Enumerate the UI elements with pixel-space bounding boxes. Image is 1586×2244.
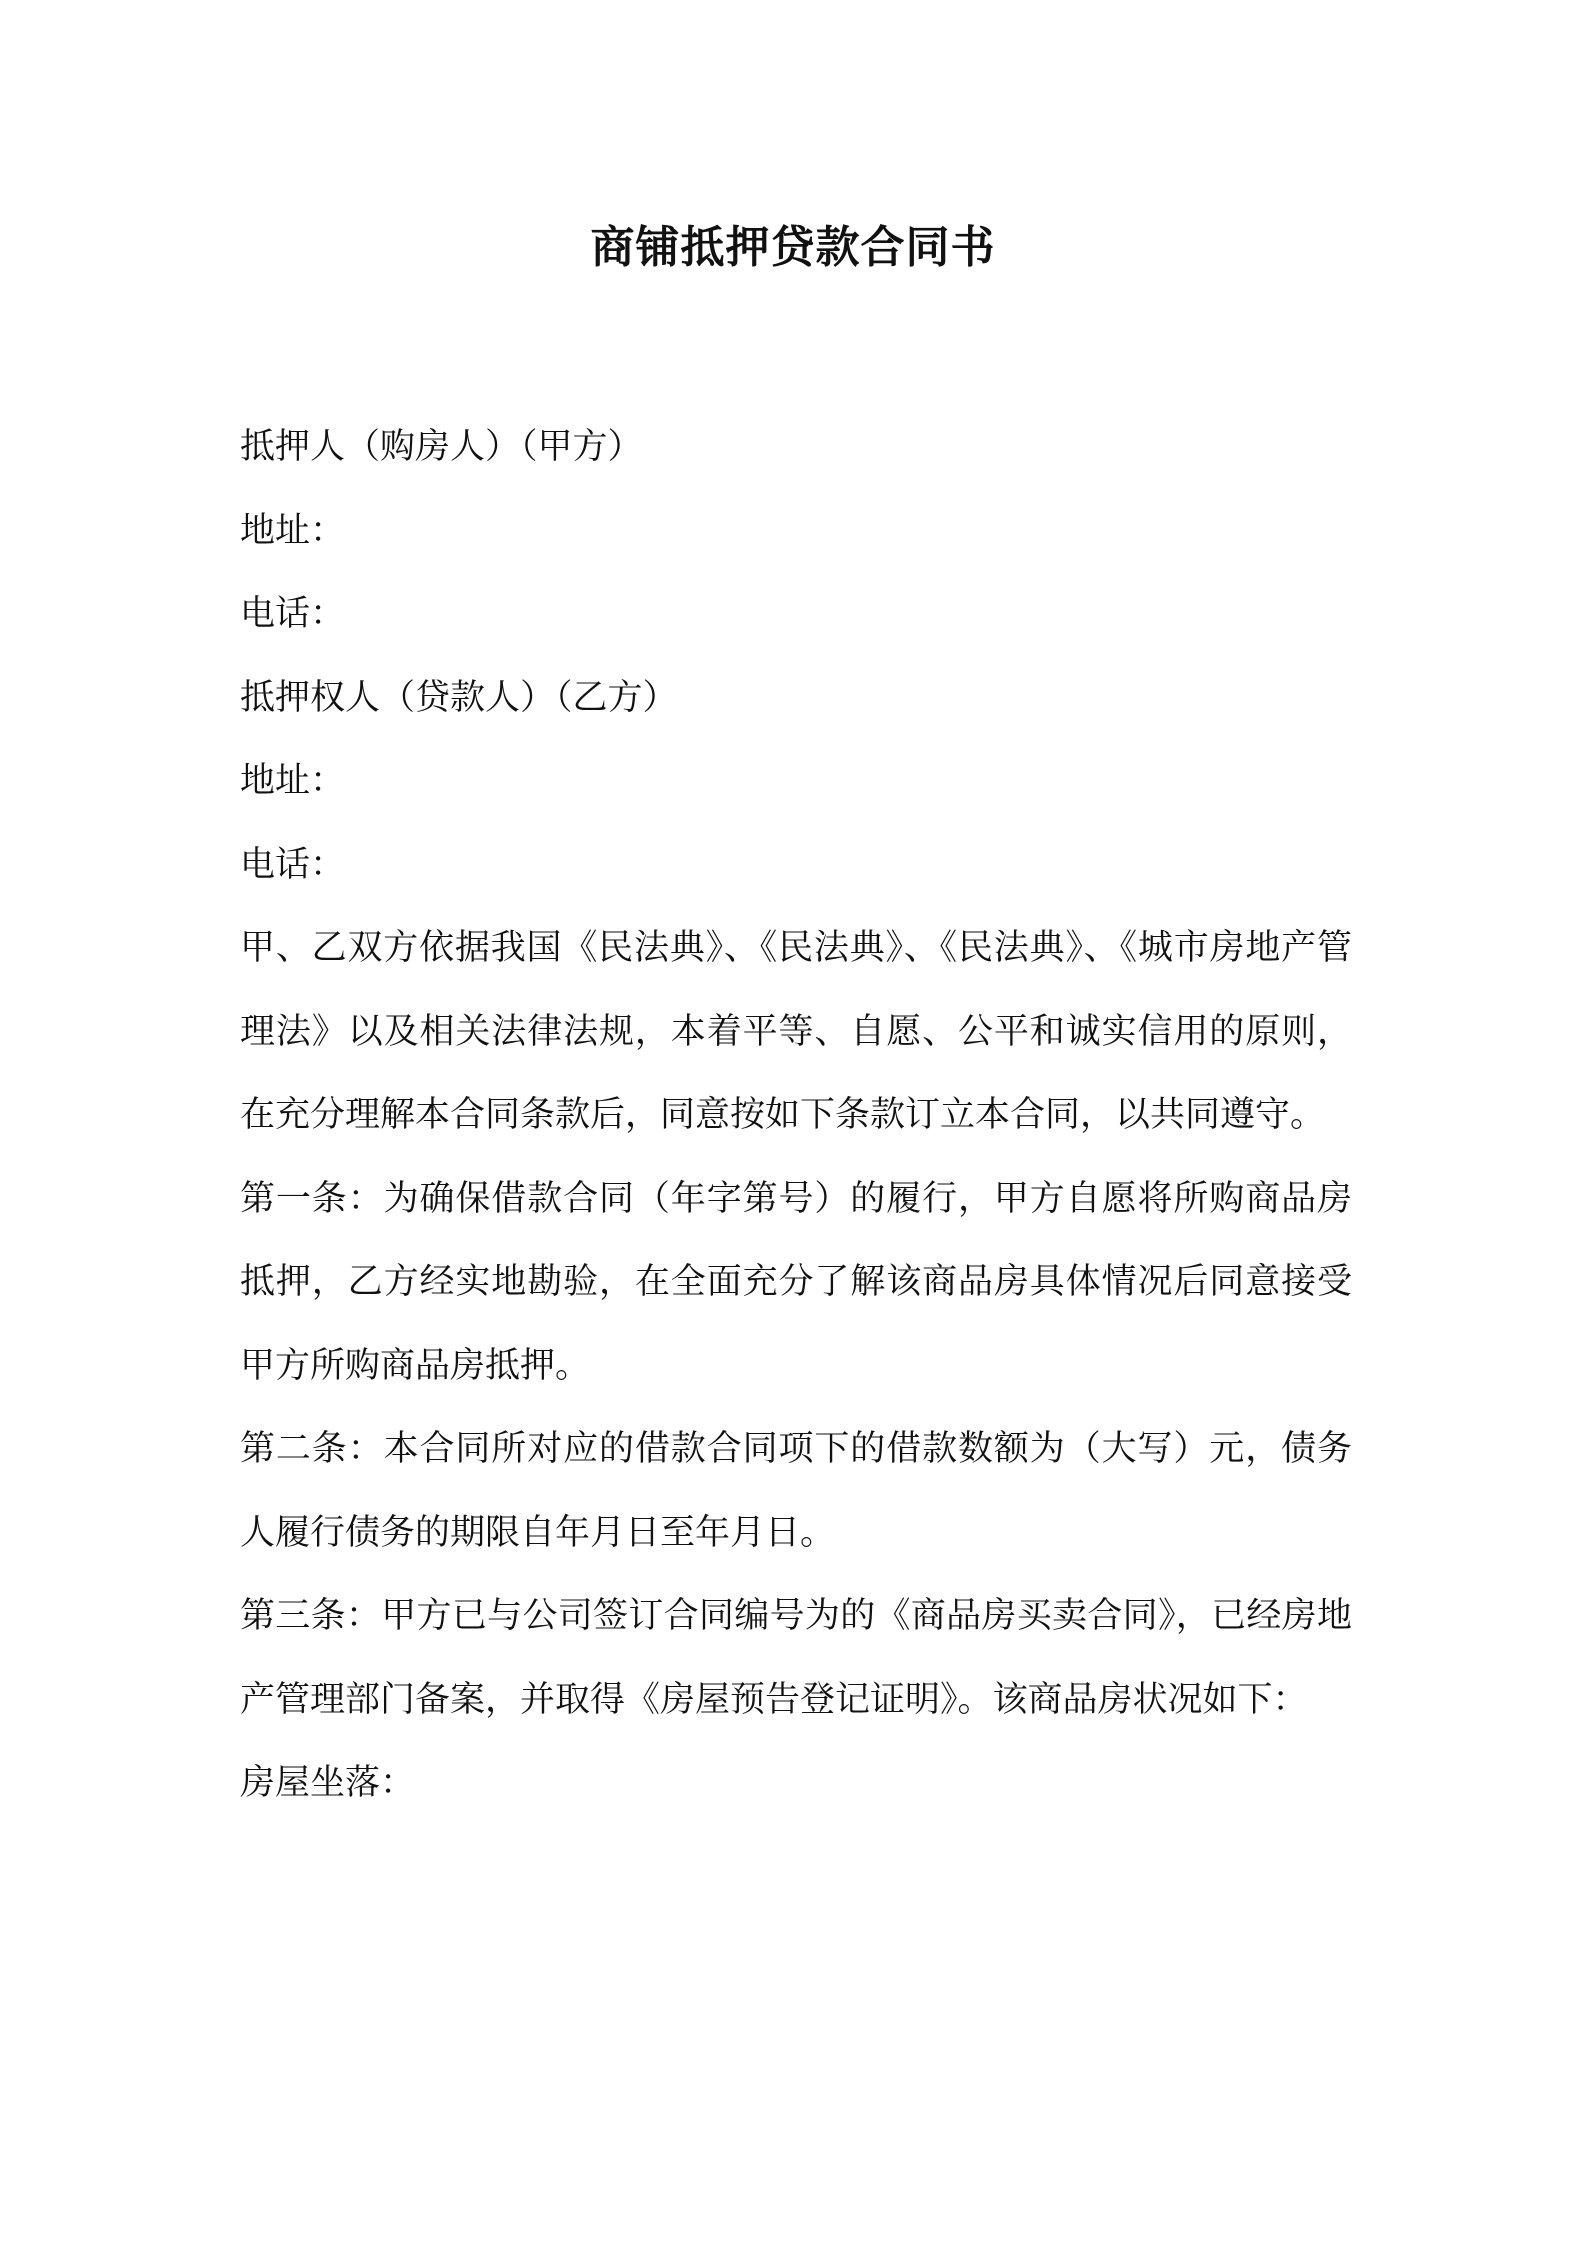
document-title: 商铺抵押贷款合同书 <box>590 222 996 273</box>
mortgagee-address-label: 地址： <box>240 761 346 801</box>
mortgagor-heading: 抵押人（购房人）（甲方） <box>240 427 643 467</box>
mortgagee-heading: 抵押权人（贷款人）（乙方） <box>240 677 678 718</box>
mortgagee-phone-label: 电话： <box>240 844 346 885</box>
preamble-paragraph: 甲、乙双方依据我国《民法典》、《民法典》、《民法典》、《城市房地产管理法》以及相关法律法规，本着平等、自愿、公平和诚实信用的原则，在充分理解本合同条款后，同意按如下条款订立本合同，以共同遵守。 <box>240 928 1352 1135</box>
mortgagor-address-label: 地址： <box>240 510 346 551</box>
article-3: 第三条：甲方已与公司签订合同编号为的《商品房买卖合同》，已经房地产管理部门备案，并取得《房屋预告登记证明》。该商品房状况如下： <box>240 1596 1352 1720</box>
article-1: 第一条：为确保借款合同（年字第号）的履行，甲方自愿将所购商品房抵押，乙方经实地勘验，在全面充分了解该商品房具体情况后同意接受甲方所购商品房抵押。 <box>240 1178 1352 1386</box>
article-2: 第二条：本合同所对应的借款合同项下的借款数额为（大写）元，债务人履行债务的期限自年月日至年月日。 <box>240 1429 1352 1553</box>
property-location-label: 房屋坐落： <box>240 1763 416 1803</box>
mortgagor-phone-label: 电话： <box>240 594 346 634</box>
document-body <box>240 406 1352 1826</box>
